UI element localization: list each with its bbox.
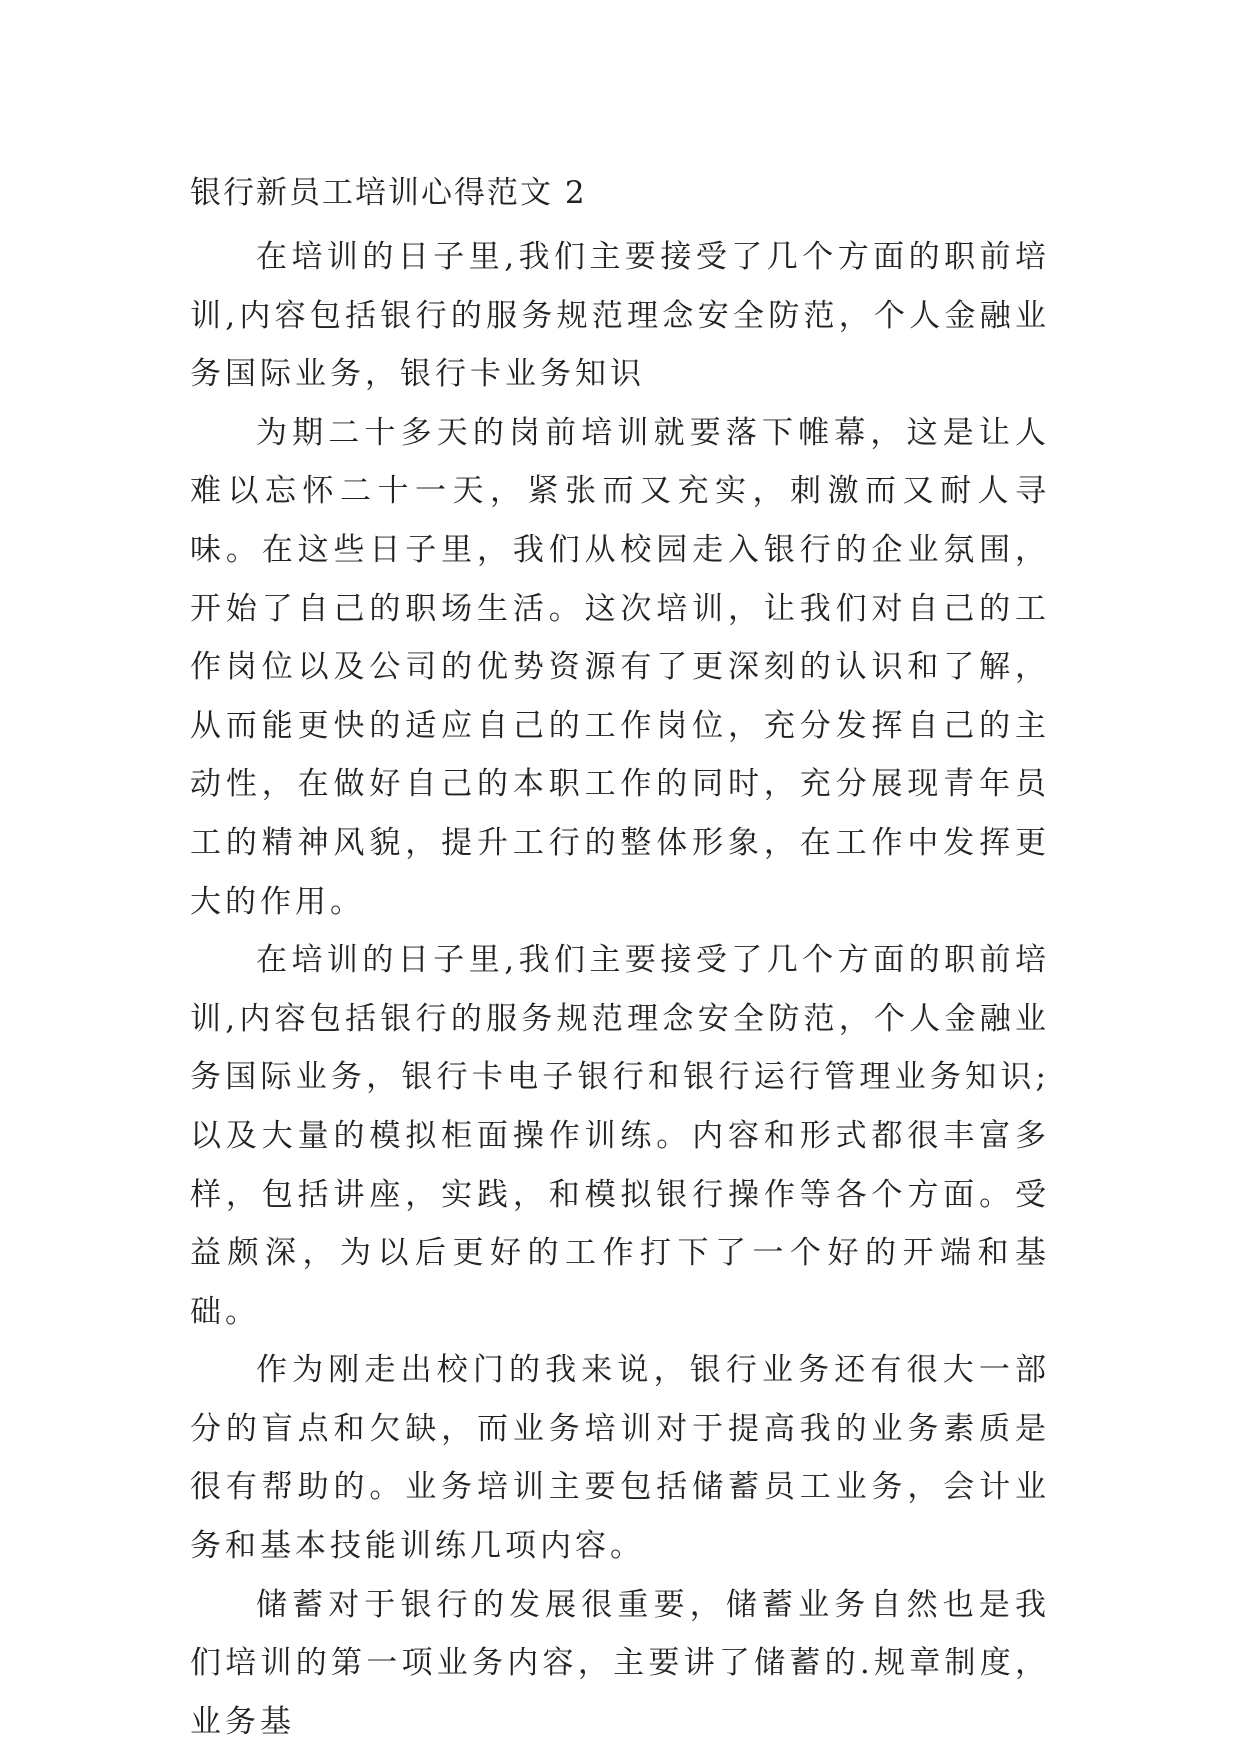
- paragraph-1: 在培训的日子里,我们主要接受了几个方面的职前培训,内容包括银行的服务规范理念安全防范，个人金融业务国际业务，银行卡业务知识: [190, 239, 1050, 393]
- paragraph-5: 储蓄对于银行的发展很重要，储蓄业务自然也是我们培训的第一项业务内容，主要讲了储蓄的.规章制度，业务基: [190, 1586, 1050, 1740]
- paragraph-3: 在培训的日子里,我们主要接受了几个方面的职前培训,内容包括银行的服务规范理念安全防范，个人金融业务国际业务，银行卡电子银行和银行运行管理业务知识;以及大量的模拟柜面操作训练。内容和形式都很丰富多样，包括讲座，实践，和模拟银行操作等各个方面。受益颇深，为以后更好的工作打下了一个好的开端和基础。: [190, 942, 1050, 1330]
- document-title: 银行新员工培训心得范文 2: [190, 175, 587, 211]
- document-body: [190, 162, 1050, 1751]
- paragraph-4: 作为刚走出校门的我来说，银行业务还有很大一部分的盲点和欠缺，而业务培训对于提高我的业务素质是很有帮助的。业务培训主要包括储蓄员工业务，会计业务和基本技能训练几项内容。: [190, 1352, 1050, 1565]
- paragraph-2: 为期二十多天的岗前培训就要落下帷幕，这是让人难以忘怀二十一天，紧张而又充实，刺激而又耐人寻味。在这些日子里，我们从校园走入银行的企业氛围，开始了自己的职场生活。这次培训，让我们对自己的工作岗位以及公司的优势资源有了更深刻的认识和了解，从而能更快的适应自己的工作岗位，充分发挥自己的主动性，在做好自己的本职工作的同时，充分展现青年员工的精神风貌，提升工行的整体形象，在工作中发挥更大的作用。: [190, 414, 1050, 920]
